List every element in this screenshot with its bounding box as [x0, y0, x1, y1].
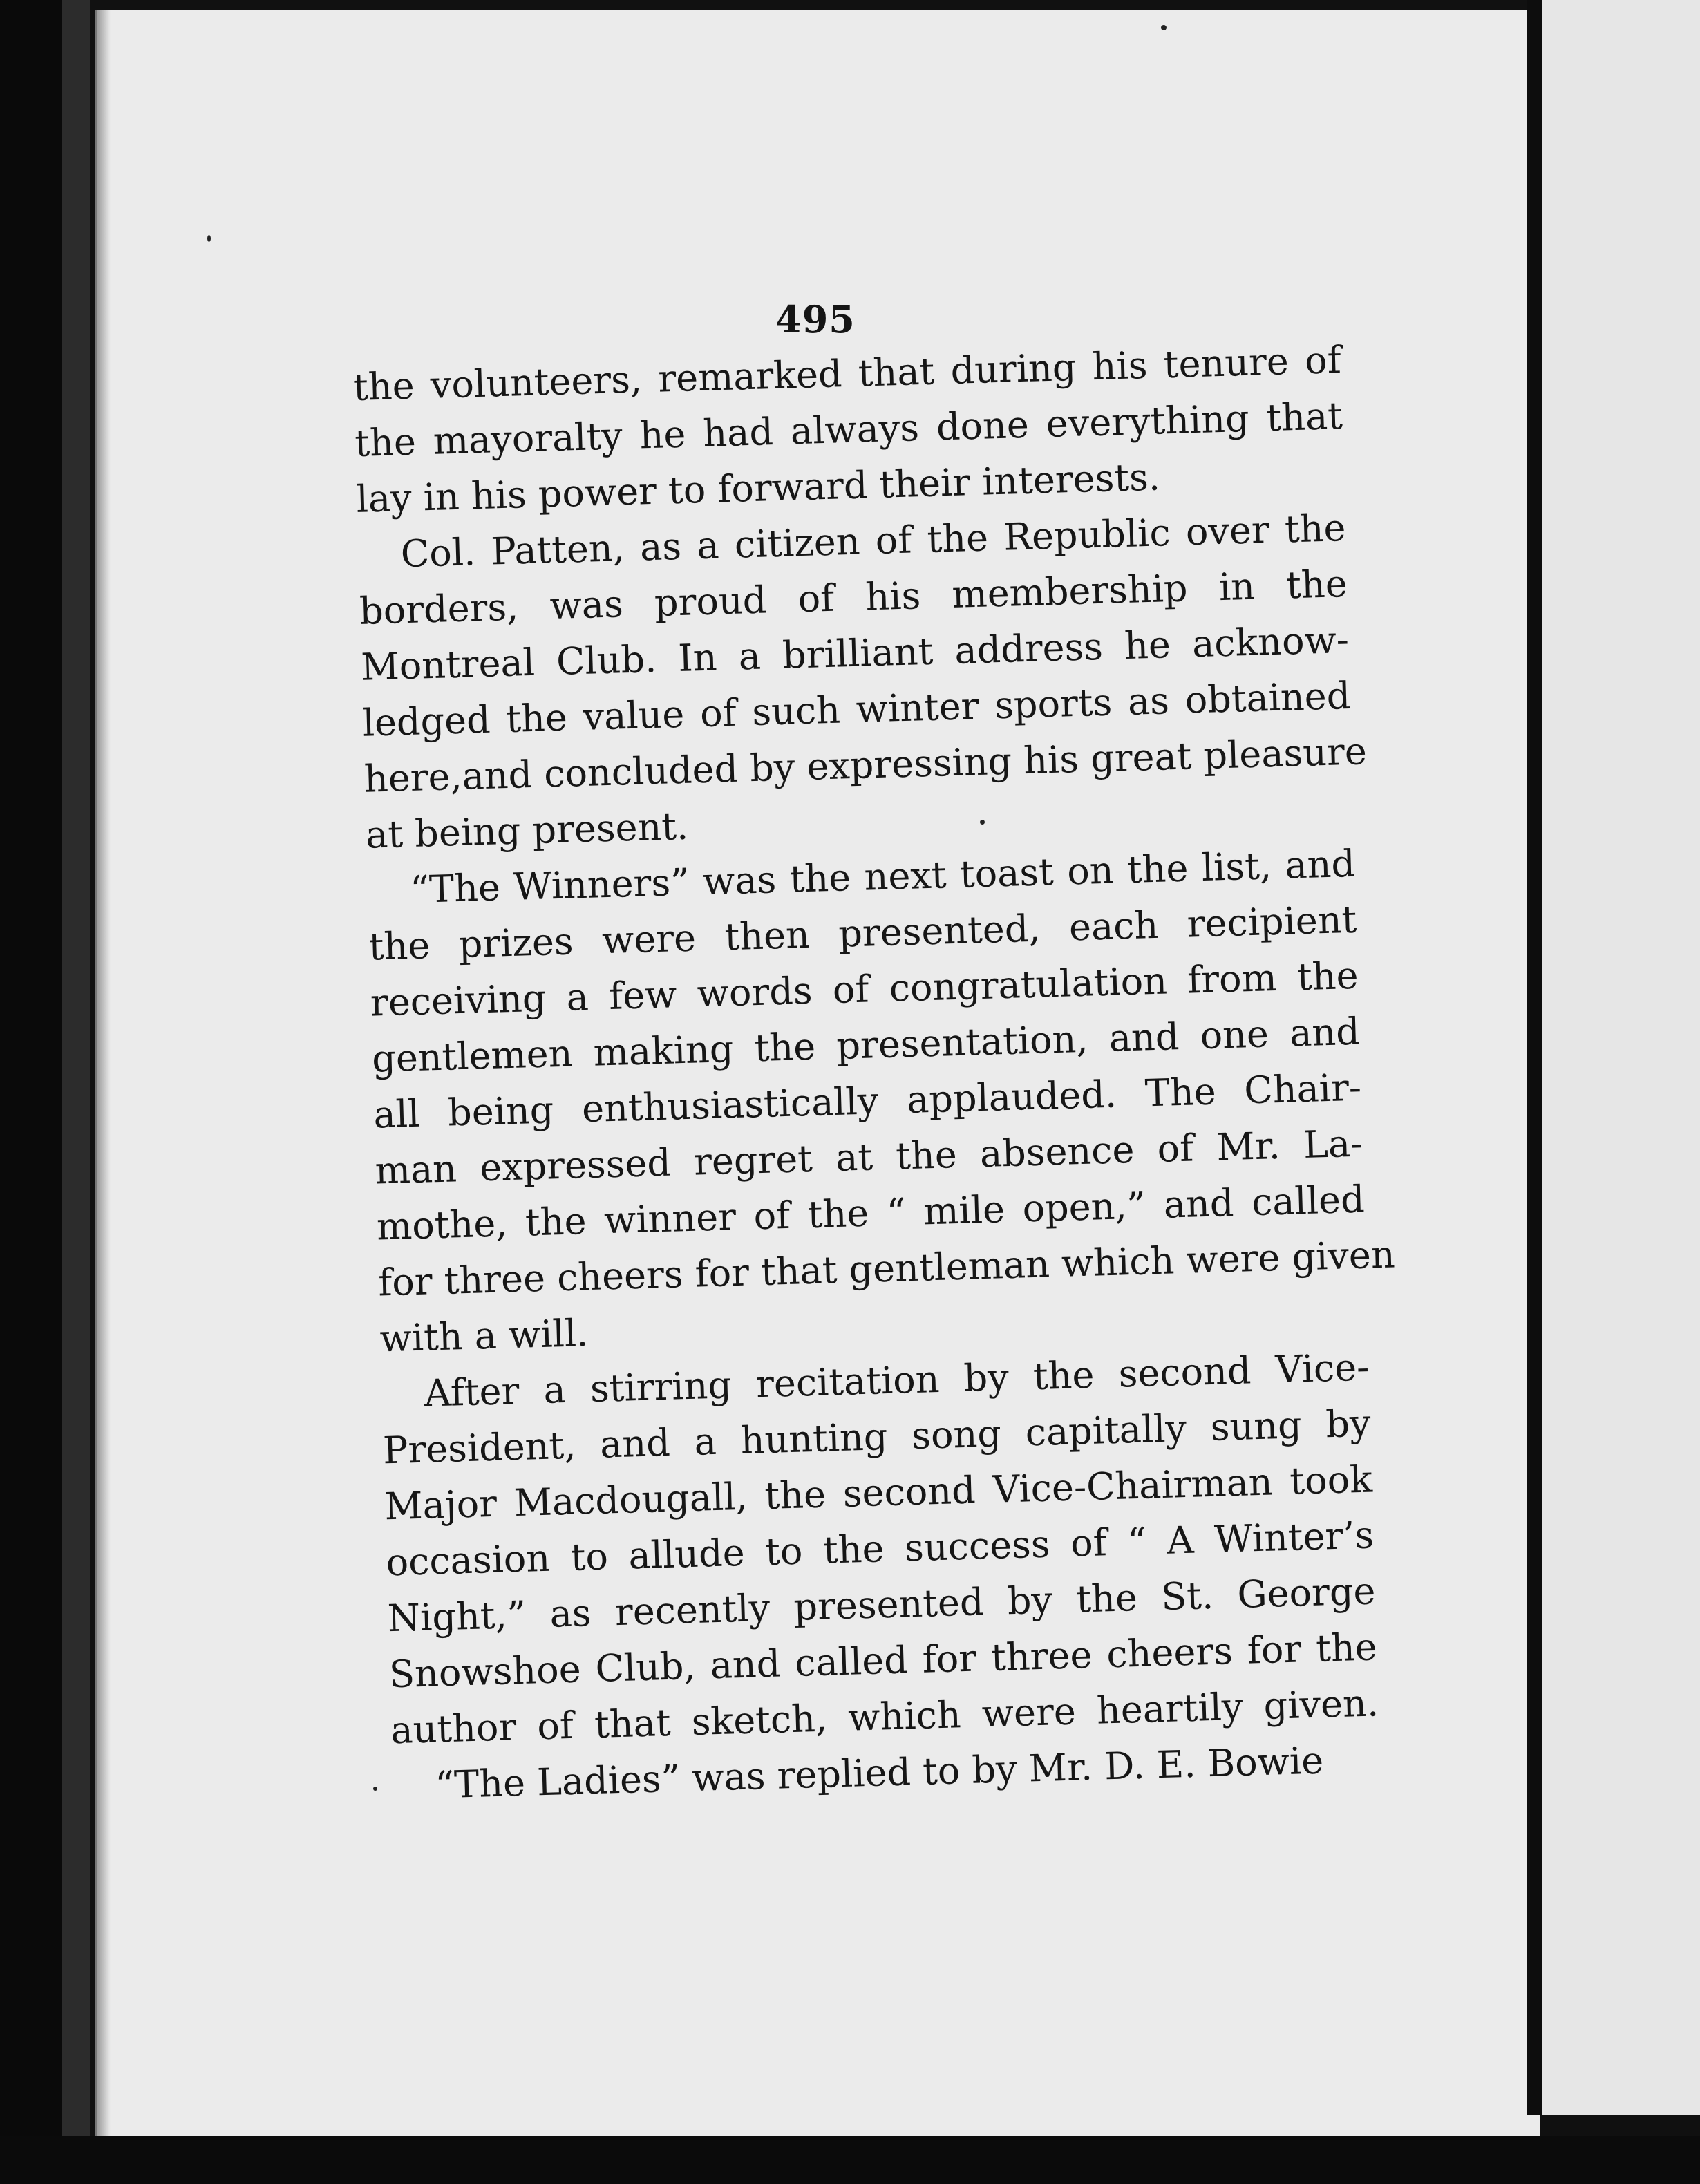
text-line: here,and concluded by expressing his great pleasure — [363, 729, 1368, 801]
text-line: at being present. — [365, 804, 689, 857]
page-edge-rule — [1527, 0, 1542, 2115]
text-line: After a stirring recitation by the second Vice- — [423, 1345, 1370, 1415]
text-line: author of that sketch, which were heartily given. — [390, 1681, 1379, 1753]
text-line: Montreal Club. In a brilliant address he acknow- — [360, 617, 1350, 689]
scanner-bottom-margin — [0, 2136, 1700, 2184]
text-line: Col. Patten, as a citizen of the Republic over the — [400, 505, 1347, 576]
page-number: 495 — [775, 297, 856, 341]
adjacent-page-strip — [1542, 0, 1700, 2115]
text-line: for three cheers for that gentleman which were given — [377, 1232, 1396, 1305]
text-line: man expressed regret at the absence of Mr. La- — [374, 1121, 1364, 1193]
text-line: “The Ladies” was replied to by Mr. D. E. Bowie — [434, 1738, 1324, 1807]
text-line: Major Macdougall, the second Vice-Chairman took — [384, 1457, 1373, 1529]
body-text — [352, 332, 1396, 1814]
text-line: President, and a hunting song capitally sung by — [382, 1401, 1372, 1473]
text-line: Snowshoe Club, and called for three cheers for the — [388, 1625, 1378, 1697]
text-line: lay in his power to forward their interests. — [355, 455, 1161, 521]
text-line: gentlemen making the presentation, and one and — [371, 1009, 1361, 1081]
scan-speck — [207, 235, 211, 242]
text-line: all being enthusiastically applauded. The Chair- — [372, 1065, 1362, 1137]
text-line: the mayoralty he had always done everything that — [354, 394, 1343, 465]
text-line: with a will. — [379, 1311, 589, 1361]
scan-speck — [373, 1787, 377, 1791]
text-line: mothe, the winner of the “ mile open,” and called — [376, 1177, 1366, 1249]
text-line: borders, was proud of his membership in the — [359, 561, 1348, 633]
scanner-left-margin — [0, 0, 62, 2184]
text-line: receiving a few words of congratulation from the — [370, 953, 1359, 1025]
text-line: occasion to allude to the success of “ A Winter’s — [385, 1513, 1375, 1585]
text-line: ledged the value of such winter sports as obtained — [361, 673, 1352, 745]
text-line: the prizes were then presented, each recipient — [368, 897, 1358, 969]
page-gutter-shadow — [97, 10, 111, 2143]
text-line: Night,” as recently presented by the St. George — [387, 1569, 1377, 1641]
text-line: the volunteers, remarked that during his tenure of — [352, 338, 1342, 409]
scan-speck — [1161, 25, 1167, 30]
text-line: “The Winners” was the next toast on the list, and — [409, 841, 1356, 912]
